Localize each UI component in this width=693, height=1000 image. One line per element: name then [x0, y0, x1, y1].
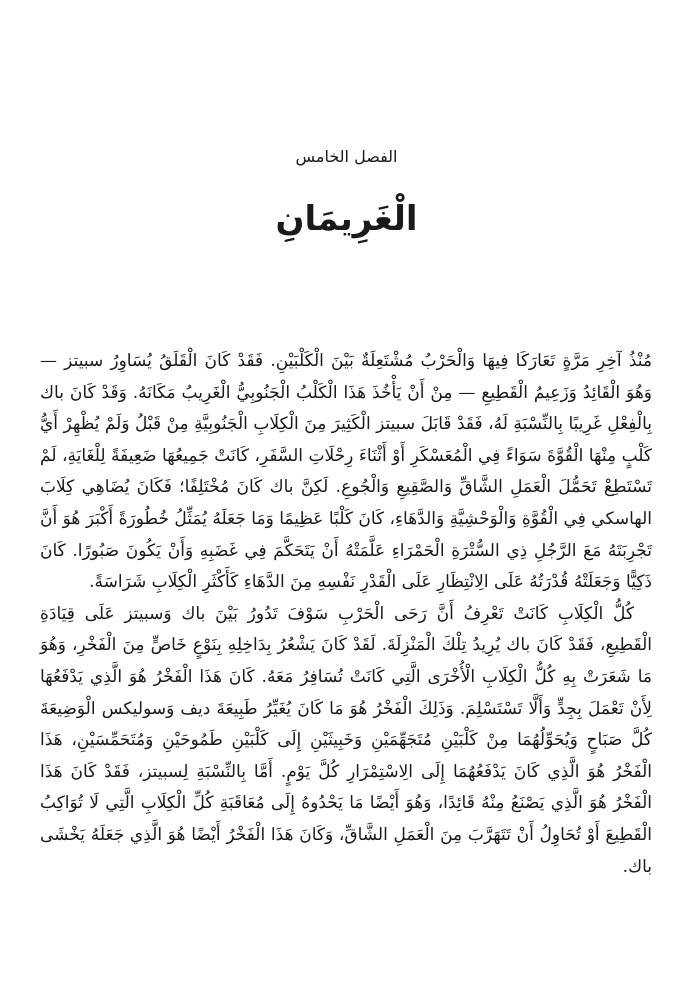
- paragraph: مُنْذُ آخِرِ مَرَّةٍ تَعَارَكَا فِيهَا وَالْحَرْبُ مُشْتَعِلَةٌ بَيْنَ الْكَلْبَيْنِ. فَقَدْ كَانَ الْقَلَقُ يُسَاوِرُ سبيتز — وَهُوَ الْقَائِدُ وَزَعِيمُ الْقَطِيعِ — مِنْ أَنْ يَأْخُذَ هَذَا الْكَلْبُ الْجَنُوبِيُّ الْغَرِيبُ مَكَانَهُ. وَقَدْ كَانَ باك بِالْفِعْلِ غَرِيبًا بِالنِّسْبَةِ لَهُ، فَقَدْ قَابَلَ سبيتز الْكَثِيرَ مِنَ الْكِلَابِ الْجَنُوبِيَّةِ مِنْ قَبْلُ وَلَمْ يُظْهِرْ أَيُّ كَلْبٍ مِنْهَا الْقُوَّةَ سَوَاءً فِي الْمُعَسْكَرِ أَوْ أَثْنَاءَ رِحْلَاتِ السَّفَرِ، كَانَتْ جَمِيعُهَا ضَعِيفَةً لِلْغَايَةِ، لَمْ تَسْتَطِعْ تَحَمُّلَ الْعَمَلِ الشَّاقِّ وَالصَّقِيعِ وَالْجُوعِ. لَكِنَّ باك كَانَ مُخْتَلِفًا؛ فَكَانَ يُضَاهِي كِلَابَ الهاسكي فِي الْقُوَّةِ وَالْوَحْشِيَّةِ وَالدَّهَاءِ، كَانَ كَلْبًا عَظِيمًا وَمَا جَعَلَهُ يُمَثِّلُ خُطُورَةً أَكْبَرَ هُوَ أَنَّ تَجْرِبَتَهُ مَعَ الرَّجُلِ ذِي السُّتْرَةِ الْحَمْرَاءِ عَلَّمَتْهُ أَنْ يَتَحَكَّمَ فِي غَضَبِهِ وَأَنْ يَكُونَ صَبُورًا. كَانَ ذَكِيًّا وَجَعَلَتْهُ قُدْرَتُهُ عَلَى الِانْتِظَارِ عَلَى الْقَدْرِ نَفْسِهِ مِنَ الدَّهَاءِ كَأَكْثَرِ الْكِلَابِ شَرَاسَةً.: [40, 351, 652, 593]
- chapter-title: الْغَرِيمَانِ: [275, 199, 418, 239]
- chapter-body: [40, 346, 652, 883]
- paragraph: كُلُّ الْكِلَابِ كَانَتْ تَعْرِفُ أَنَّ رَحَى الْحَرْبِ سَوْفَ تَدُورُ بَيْنَ باك وَسبيتز عَلَى قِيَادَةِ الْقَطِيعِ، فَقَدْ كَانَ باك يُرِيدُ تِلْكَ الْمَنْزِلَةَ. لَقَدْ كَانَ يَشْعُرُ بِدَاخِلِهِ بِنَوْعٍ خَاصٍّ مِنَ الْفَخْرِ، وَهُوَ مَا شَعَرَتْ بِهِ كُلُّ الْكِلَابِ الْأُخْرَى الَّتِي كَانَتْ تُسَافِرُ مَعَهُ. كَانَ هَذَا الْفَخْرُ هُوَ الَّذِي يَدْفَعُهَا لِأَنْ تَعْمَلَ بِجِدٍّ وَأَلَّا تَسْتَسْلِمَ. وَذَلِكَ الْفَخْرُ هُوَ مَا كَانَ يُغَيِّرُ طَبِيعَةَ ديف وَسوليكس الْوَضِيعَةَ كُلَّ صَبَاحٍ وَيُحَوِّلُهُمَا مِنْ كَلْبَيْنِ مُتَجَهِّمَيْنِ وَخَبِيثَيْنِ إِلَى كَلْبَيْنِ طَمُوحَيْنِ وَمُتَحَمِّسَيْنِ، هَذَا الْفَخْرُ هُوَ الَّذِي كَانَ يَدْفَعُهُمَا إِلَى الِاسْتِمْرَارِ كُلَّ يَوْمٍ. أَمَّا بِالنِّسْبَةِ لِسبيتز، فَقَدْ كَانَ هَذَا الْفَخْرُ هُوَ الَّذِي يَصْنَعُ مِنْهُ قَائِدًا، وَهُوَ أَيْضًا مَا يَحْدُوهُ إِلَى مُعَاقَبَةِ كُلِّ الْكِلَابِ الَّتِي لَا تُوَاكِبُ الْقَطِيعَ أَوْ تُحَاوِلُ أَنْ تَتَهَرَّبَ مِنَ الْعَمَلِ الشَّاقِّ، وَكَانَ هَذَا الْفَخْرُ أَيْضًا هُوَ الَّذِي جَعَلَهُ يَخْشَى باك.: [40, 603, 652, 877]
- chapter-label: الفصل الخامس: [295, 147, 398, 166]
